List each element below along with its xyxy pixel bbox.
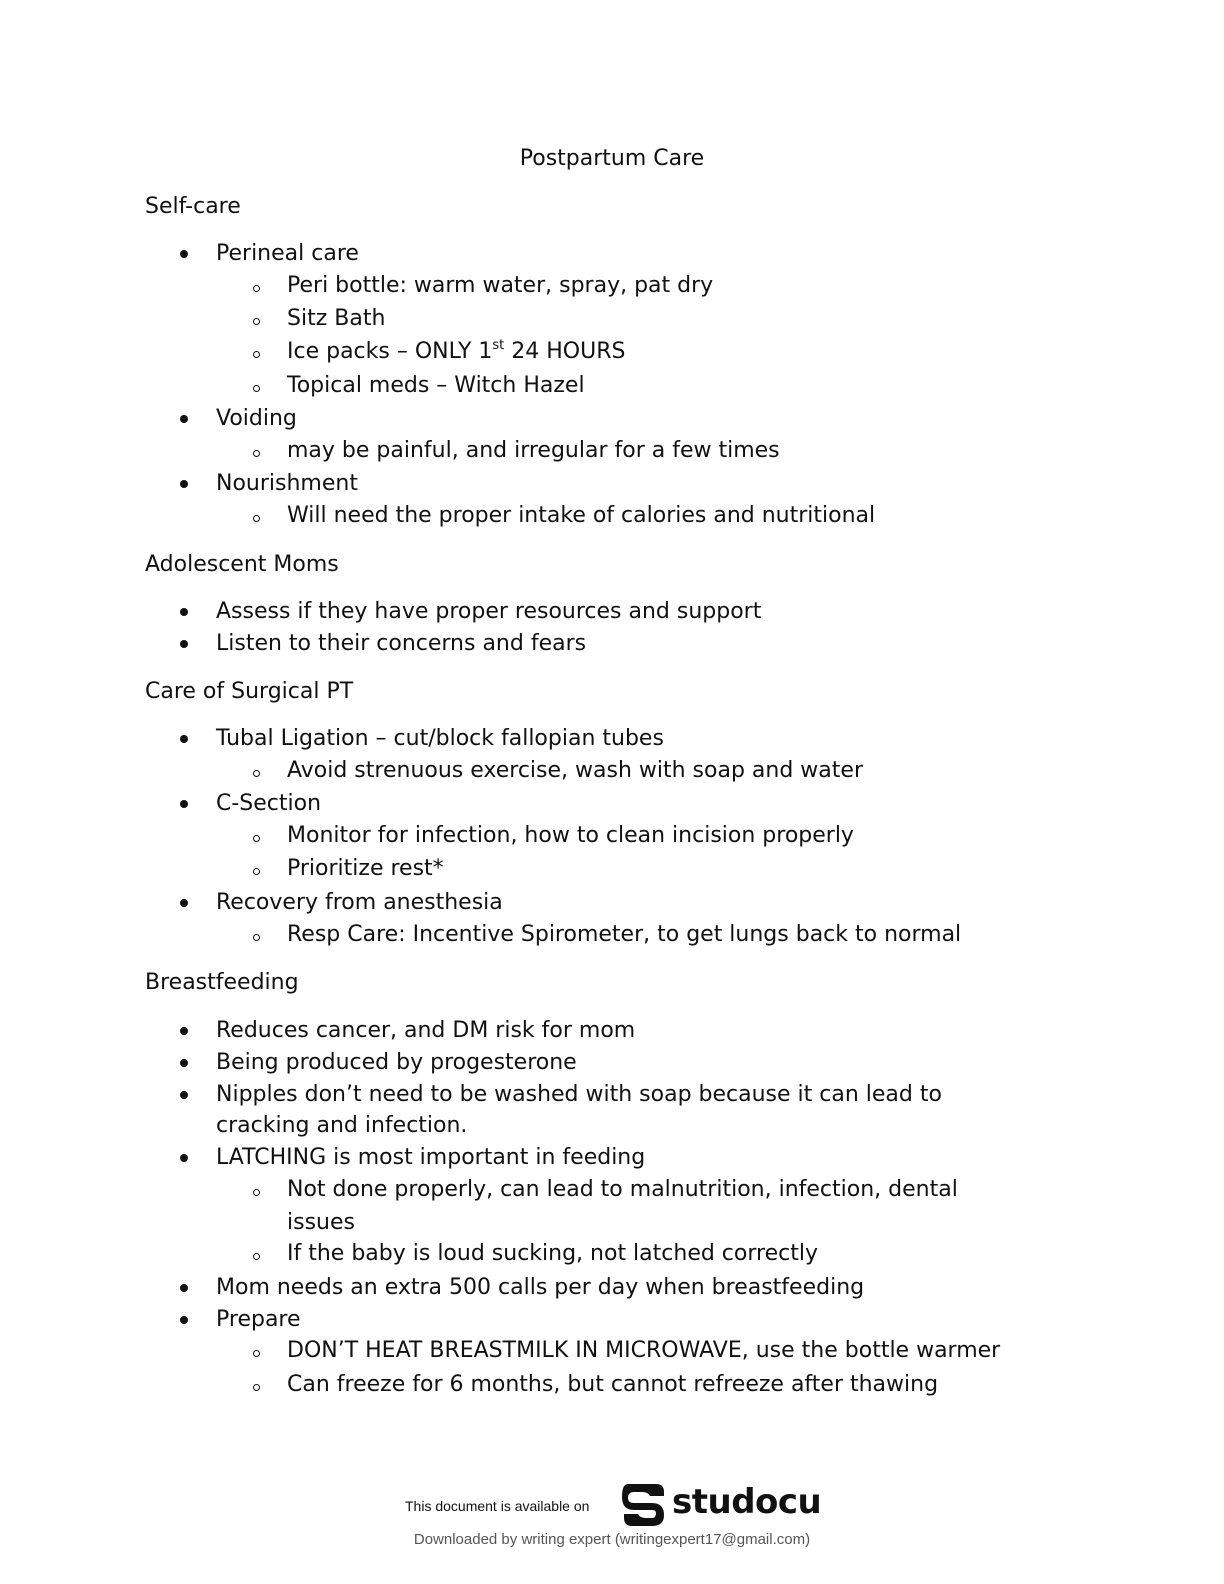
studocu-logo-icon (620, 1482, 668, 1528)
circle-bullet-icon (253, 285, 260, 292)
bullet-icon (180, 1284, 188, 1292)
list-subitem: Ice packs – ONLY 1st 24 HOURS (287, 336, 625, 368)
list-subitem: Will need the proper intake of calories and nutritional (287, 500, 875, 532)
bullet-icon (180, 415, 188, 423)
section-heading-breastfeeding: Breastfeeding (145, 970, 299, 995)
list-item: Prepare (216, 1304, 301, 1336)
bullet-icon (180, 1059, 188, 1067)
bullet-icon (180, 640, 188, 648)
circle-bullet-icon (253, 450, 260, 457)
circle-bullet-icon (253, 835, 260, 842)
circle-bullet-icon (253, 868, 260, 875)
availability-text: This document is available on (405, 1498, 590, 1514)
bullet-icon (180, 899, 188, 907)
list-item: Being produced by progesterone (216, 1047, 577, 1079)
list-subitem: Resp Care: Incentive Spirometer, to get lungs back to normal (287, 919, 961, 951)
list-subitem: Monitor for infection, how to clean incision properly (287, 820, 854, 852)
circle-bullet-icon (253, 770, 260, 777)
list-subitem: DON’T HEAT BREASTMILK IN MICROWAVE, use the bottle warmer (287, 1335, 1000, 1367)
list-item: Listen to their concerns and fears (216, 628, 586, 660)
list-item: LATCHING is most important in feeding (216, 1142, 645, 1174)
section-heading-adolescent-moms: Adolescent Moms (145, 552, 339, 577)
bullet-icon (180, 480, 188, 488)
circle-bullet-icon (253, 1189, 260, 1196)
list-subitem: Peri bottle: warm water, spray, pat dry (287, 270, 713, 302)
bullet-icon (180, 1154, 188, 1162)
bullet-icon (180, 250, 188, 258)
list-item-continuation: cracking and infection. (216, 1113, 468, 1138)
list-item: Reduces cancer, and DM risk for mom (216, 1015, 635, 1047)
circle-bullet-icon (253, 934, 260, 941)
page-title: Postpartum Care (519, 146, 705, 171)
list-subitem: Can freeze for 6 months, but cannot refreeze after thawing (287, 1369, 938, 1401)
circle-bullet-icon (253, 318, 260, 325)
list-subitem: If the baby is loud sucking, not latched correctly (287, 1238, 818, 1270)
bullet-icon (180, 608, 188, 616)
section-heading-surgical-pt: Care of Surgical PT (145, 679, 354, 704)
circle-bullet-icon (253, 351, 260, 358)
list-item: Assess if they have proper resources and support (216, 596, 761, 628)
list-subitem-continuation: issues (287, 1210, 355, 1235)
section-heading-self-care: Self-care (145, 194, 241, 219)
list-item: C-Section (216, 788, 321, 820)
list-item: Mom needs an extra 500 calls per day when breastfeeding (216, 1272, 864, 1304)
circle-bullet-icon (253, 1384, 260, 1391)
list-item: Recovery from anesthesia (216, 887, 503, 919)
studocu-brand-text: studocu (672, 1482, 822, 1522)
download-credit: Downloaded by writing expert (writingexpert17@gmail.com) (413, 1531, 811, 1548)
list-item: Tubal Ligation – cut/block fallopian tubes (216, 723, 664, 755)
list-item: Voiding (216, 403, 297, 435)
bullet-icon (180, 800, 188, 808)
bullet-icon (180, 1316, 188, 1324)
list-subitem: Sitz Bath (287, 303, 385, 335)
list-item: Nourishment (216, 468, 358, 500)
list-item: Perineal care (216, 238, 359, 270)
studocu-banner (0, 1478, 1224, 1534)
circle-bullet-icon (253, 515, 260, 522)
list-subitem: may be painful, and irregular for a few times (287, 435, 780, 467)
bullet-icon (180, 1027, 188, 1035)
list-item: Nipples don’t need to be washed with soap because it can lead to (216, 1079, 942, 1111)
list-subitem: Prioritize rest* (287, 853, 444, 885)
circle-bullet-icon (253, 1350, 260, 1357)
circle-bullet-icon (253, 1253, 260, 1260)
list-subitem: Topical meds – Witch Hazel (287, 370, 585, 402)
bullet-icon (180, 735, 188, 743)
list-subitem: Avoid strenuous exercise, wash with soap and water (287, 755, 863, 787)
list-subitem: Not done properly, can lead to malnutrition, infection, dental (287, 1174, 958, 1206)
circle-bullet-icon (253, 385, 260, 392)
bullet-icon (180, 1091, 188, 1099)
